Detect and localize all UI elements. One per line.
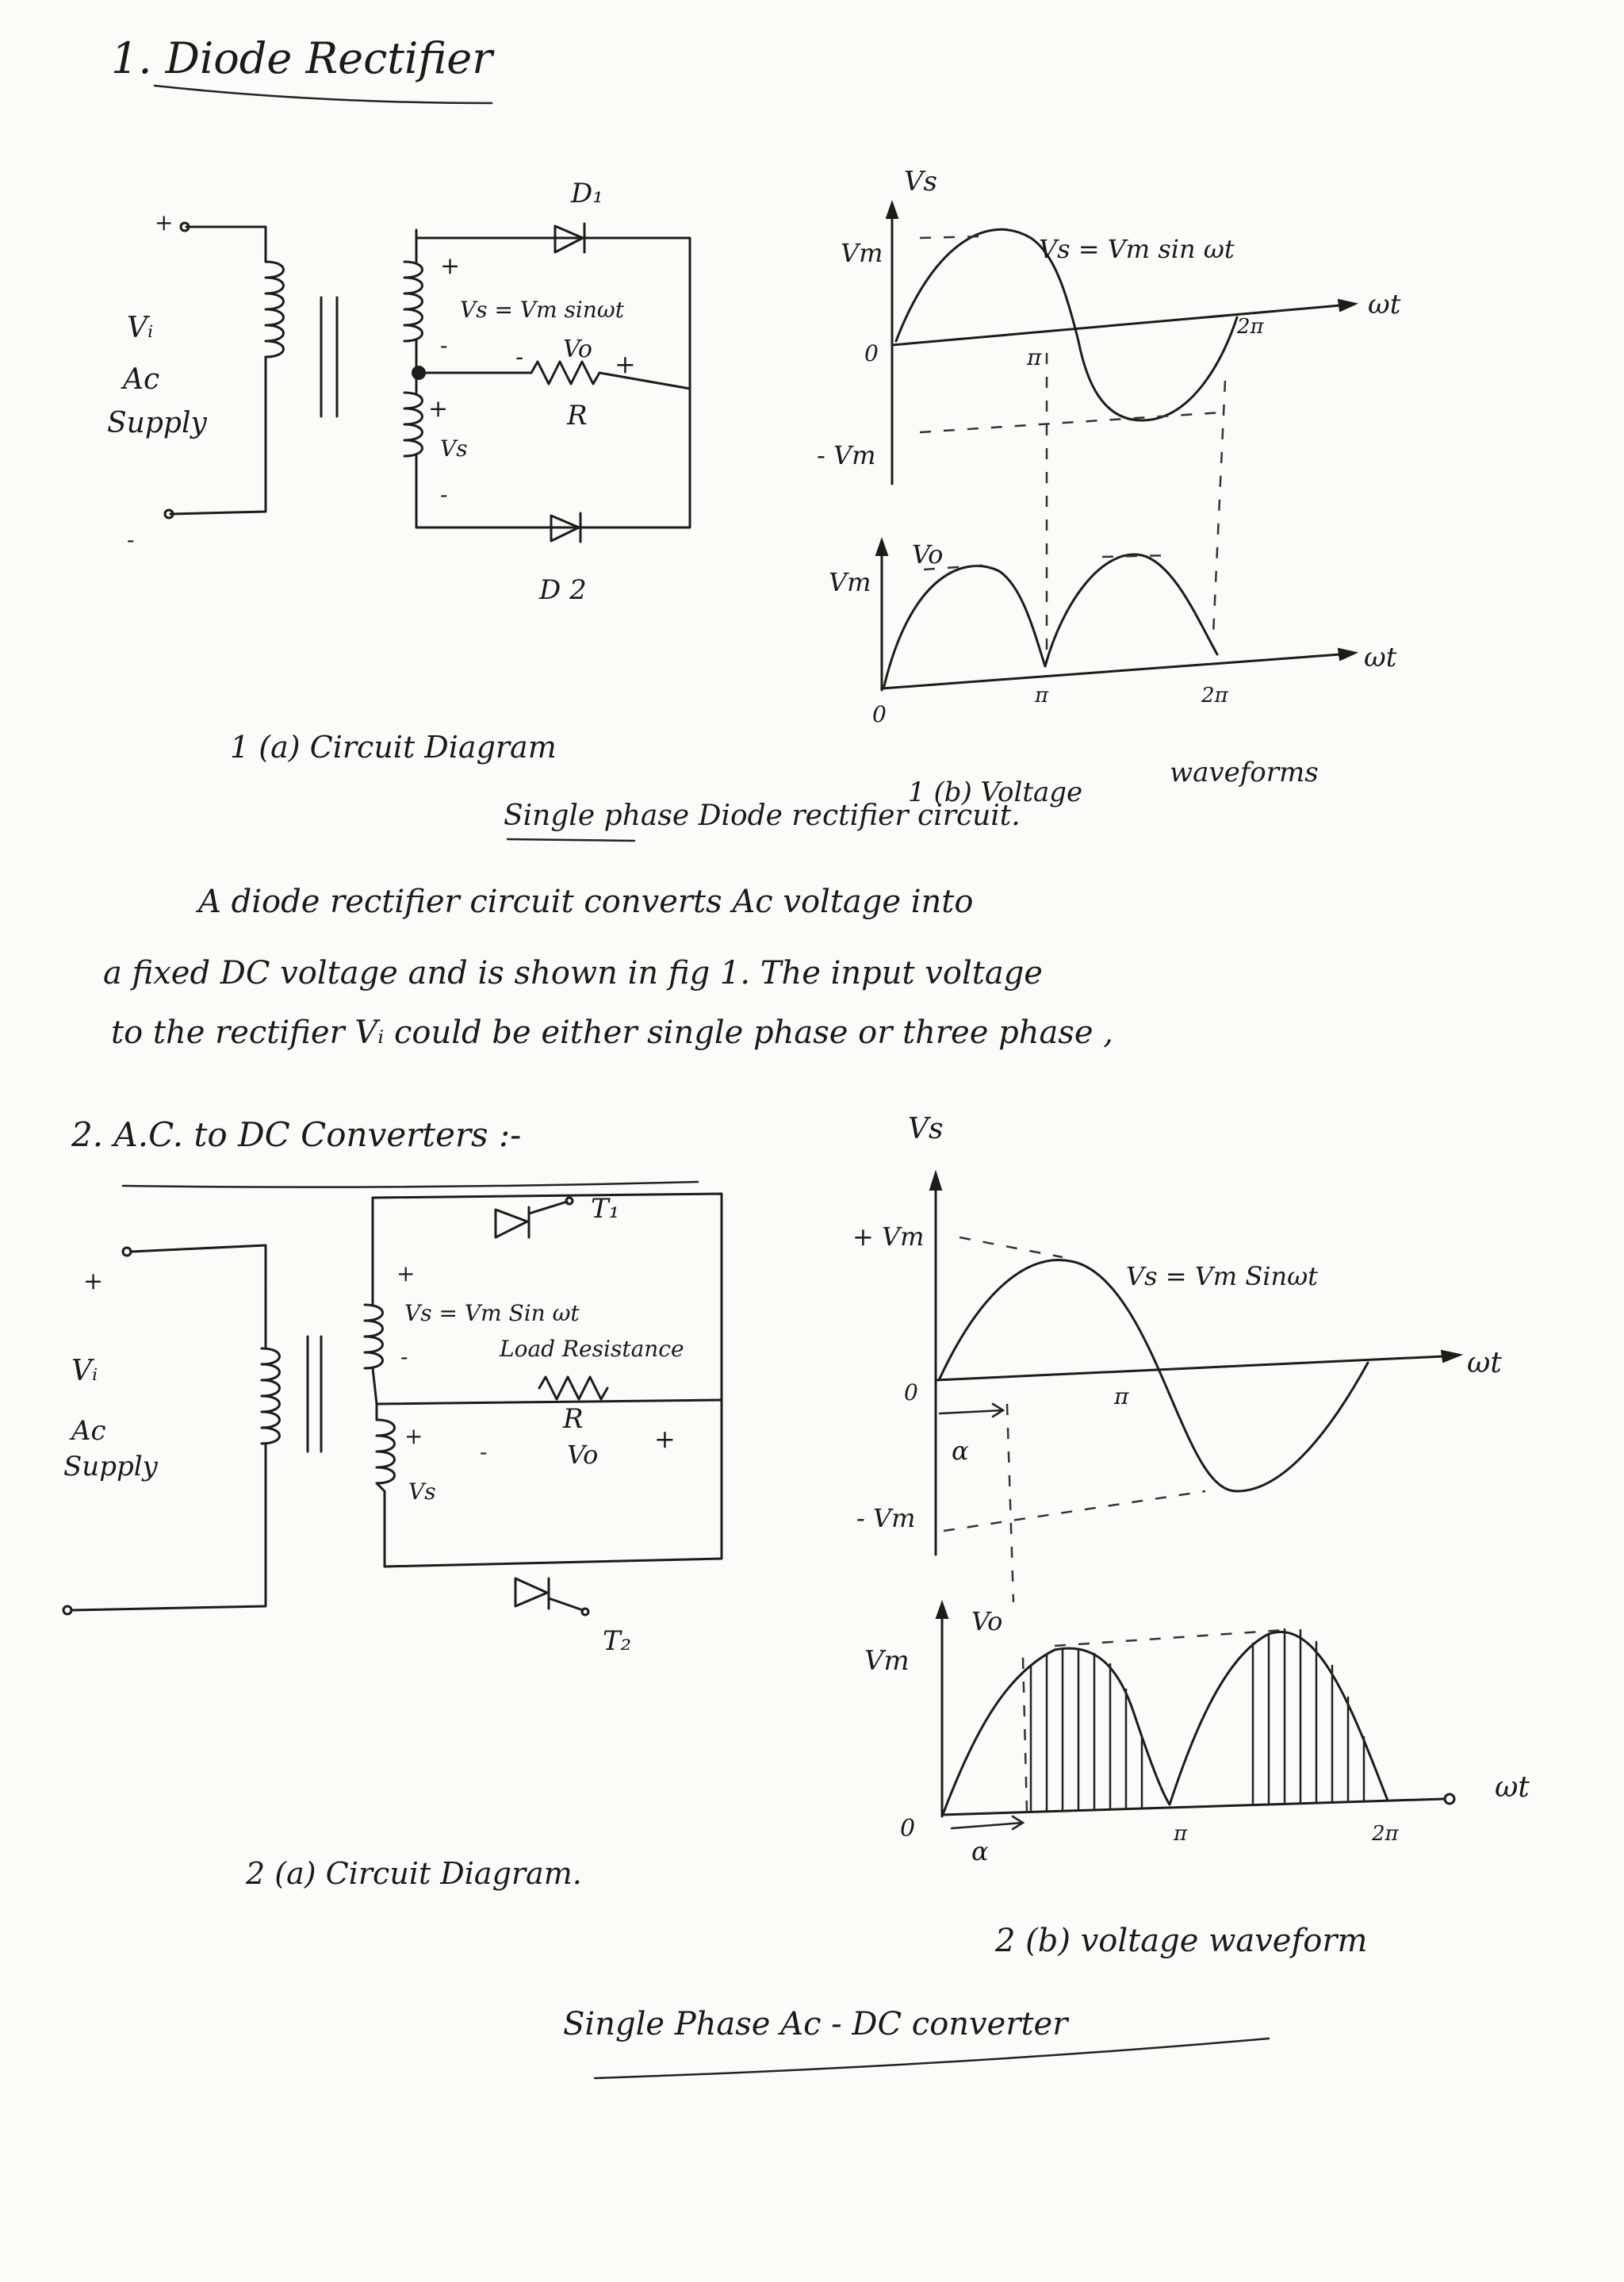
label-zero: 0 [864, 340, 879, 366]
terminal-bottom-2 [63, 1606, 71, 1614]
heading-1-underline [155, 86, 492, 103]
label-vs-equation: Vs = Vm sinωt [460, 297, 624, 323]
thyristor-t2-gate-terminal [582, 1609, 588, 1615]
label-vs-2: Vs [408, 1479, 436, 1505]
alpha-arrow-icon [940, 1404, 1003, 1417]
label-supply-2: Supply [63, 1451, 158, 1482]
label-plus-low-2: + [404, 1423, 423, 1449]
secondary-coil-bottom [404, 393, 423, 456]
label-pi: π [1027, 344, 1042, 370]
label-plus-right-2: + [654, 1424, 676, 1454]
label-pi-2: π [1114, 1383, 1129, 1409]
heading-2-underline [123, 1182, 698, 1187]
terminal-bottom [165, 510, 173, 518]
thyristor-t1-gate [529, 1202, 567, 1214]
primary-coil [266, 262, 284, 357]
label-vo-2: Vo [567, 1440, 599, 1470]
arrow-right-icon [1339, 300, 1356, 311]
label-r-2: R [563, 1403, 584, 1435]
primary-bottom-wire-2 [71, 1285, 266, 1610]
neg-vm-dash-2 [944, 1491, 1205, 1531]
arrow-up-icon [936, 1602, 948, 1618]
label-minus-mid-2: - [400, 1344, 408, 1370]
label-sec-plus-2: + [83, 1268, 104, 1295]
label-minus-mid: - [515, 343, 524, 371]
axis-x-1b [882, 654, 1340, 688]
label-vi: Vᵢ [127, 312, 154, 344]
section-1-heading: 1. Diode Rectifier [111, 33, 493, 83]
label-zero-2: 0 [904, 1379, 918, 1406]
label-zero-b: 0 [872, 701, 887, 727]
label-r: R [567, 400, 588, 431]
waveform-1-bottom [829, 539, 1397, 727]
paragraph-line-3: to the rectifier Vᵢ could be either single phase or three phase , [111, 1014, 1113, 1051]
arrow-right-icon [1445, 1794, 1454, 1804]
arrow-up-icon [887, 202, 898, 218]
label-vm-2b: Vm [864, 1645, 910, 1677]
terminal-top [181, 223, 189, 231]
sine-wave-vs-2 [940, 1260, 1368, 1491]
resistor-r2 [539, 1377, 607, 1399]
label-plus-top: + [440, 252, 461, 280]
label-neg-vm: - Vm [817, 440, 876, 470]
label-vs-axis: Vs [904, 166, 938, 198]
secondary-coil-2b [377, 1420, 395, 1483]
vm-dash [920, 236, 983, 238]
label-minus-low-2: - [480, 1439, 488, 1465]
label-ac: Ac [123, 363, 160, 396]
resistor-r1 [419, 362, 690, 389]
axis-x-2b [942, 1799, 1443, 1815]
label-pi-b: π [1035, 684, 1049, 708]
caption-1-main: Single phase Diode rectifier circuit. [504, 800, 1021, 832]
neg-vm-dash [920, 412, 1221, 432]
label-vs-equation-wave-2: Vs = Vm Sinωt [1126, 1261, 1319, 1291]
vm-dash-2b [1055, 1630, 1285, 1646]
label-vm-2: + Vm [852, 1222, 925, 1252]
thyristor-t2-gate [549, 1598, 583, 1610]
paragraph-line-2: a fixed DC voltage and is shown in fig 1. The input voltage [103, 955, 1043, 991]
center-tap-wire-2 [373, 1368, 722, 1404]
waveform-2-bottom [864, 1602, 1530, 1866]
paragraph-line-1: A diode rectifier circuit converts Ac voltage into [198, 884, 974, 920]
caption-2-main: Single Phase Ac - DC converter [563, 2006, 1068, 2042]
label-two-pi-2b: 2π [1372, 1822, 1399, 1846]
label-vo: Vo [563, 336, 592, 363]
label-vs-equation-2: Vs = Vm Sin ωt [404, 1300, 580, 1326]
label-vo-axis: Vo [912, 539, 944, 570]
label-plus-low: + [428, 395, 449, 423]
label-vs-equation-wave: Vs = Vm sin ωt [1039, 234, 1235, 264]
label-d1: D₁ [571, 178, 603, 209]
label-supply: Supply [107, 407, 207, 439]
arrow-right-icon [1442, 1351, 1461, 1362]
label-wt-2b: ωt [1495, 1771, 1530, 1804]
primary-top-wire-2 [131, 1245, 266, 1285]
label-zero-2b: 0 [900, 1815, 916, 1843]
label-vm-b: Vm [829, 567, 871, 597]
caption-1a: 1 (a) Circuit Diagram [230, 730, 557, 765]
caption-2b: 2 (b) voltage waveform [995, 1923, 1368, 1959]
label-plus-mid: + [615, 349, 636, 379]
label-vi-2: Vᵢ [71, 1355, 98, 1387]
label-vs: Vs [440, 435, 468, 462]
terminal-top-2 [123, 1248, 131, 1256]
label-pi-2b: π [1174, 1822, 1188, 1846]
arrow-up-icon [876, 539, 887, 555]
secondary-coil-top [404, 262, 423, 341]
caption-2-underline [595, 2038, 1269, 2078]
label-d2: D 2 [539, 574, 587, 606]
secondary-leads-2 [377, 1404, 385, 1491]
label-minus-low: - [440, 481, 448, 508]
circuit-1-diagram [107, 178, 690, 606]
label-alpha-2b: α [971, 1836, 989, 1866]
label-primary-minus: - [127, 527, 135, 553]
label-wt-2: ωt [1467, 1347, 1502, 1379]
label-t2: T₂ [603, 1625, 632, 1657]
caption-1b-part1: 1 (b) Voltage [908, 777, 1083, 808]
alpha-arrow-icon-b [952, 1816, 1023, 1829]
primary-coil-2 [262, 1348, 280, 1444]
caption-1-underline [508, 839, 634, 841]
section-2-heading: 2. A.C. to DC Converters :- [71, 1115, 522, 1154]
alpha-dropline [1007, 1404, 1013, 1602]
waveform-2-top [852, 1113, 1502, 1602]
thyristor-t1-icon [496, 1210, 527, 1237]
label-neg-vm-2: - Vm [856, 1503, 916, 1533]
arrow-up-icon [930, 1172, 941, 1190]
label-wt-b: ωt [1364, 642, 1397, 673]
label-vo-axis-2: Vo [971, 1606, 1003, 1636]
caption-1b-part2: waveforms [1170, 757, 1319, 788]
label-sec-minus: - [440, 332, 448, 359]
label-vs-axis-2: Vs [908, 1113, 944, 1145]
circuit-2-diagram [63, 1193, 722, 1657]
arrow-right-icon [1339, 649, 1356, 660]
axis-x-1a [892, 305, 1340, 345]
conduction-shading [1031, 1629, 1364, 1810]
thyristor-t1-gate-terminal [566, 1198, 573, 1204]
primary-top-wire [186, 227, 266, 262]
axis-x-2a [936, 1356, 1443, 1380]
label-t1: T₁ [591, 1193, 620, 1225]
label-two-pi-b: 2π [1201, 684, 1228, 708]
vm-dash-2 [959, 1237, 1063, 1257]
label-sec-plus: + [155, 209, 174, 236]
label-vm: Vm [841, 238, 883, 268]
label-ac-2: Ac [71, 1415, 106, 1447]
label-load-resistance: Load Resistance [500, 1336, 684, 1362]
caption-2a: 2 (a) Circuit Diagram. [246, 1856, 582, 1891]
label-plus-top-2: + [396, 1260, 416, 1287]
controlled-rectified-wave [944, 1632, 1388, 1812]
label-alpha-2: α [952, 1436, 969, 1466]
thyristor-t2-icon [515, 1578, 547, 1606]
secondary-coil-2a [365, 1305, 383, 1368]
two-pi-dropline [1213, 381, 1225, 635]
waveform-1-top [817, 166, 1401, 662]
alpha-dropline-b [1023, 1658, 1027, 1812]
label-wt: ωt [1368, 289, 1401, 320]
label-two-pi: 2π [1237, 315, 1264, 339]
